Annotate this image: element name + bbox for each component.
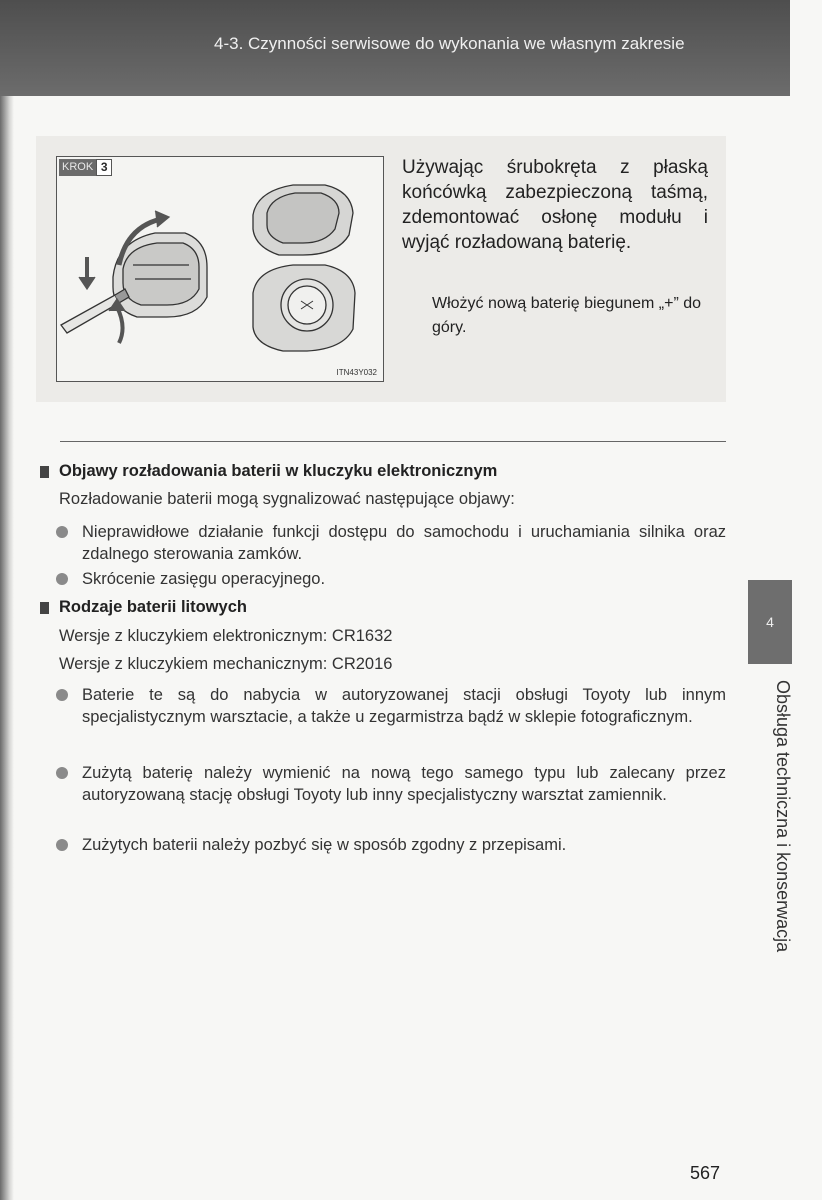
step-note: Włożyć nową baterię biegunem „+” do góry. — [432, 295, 702, 336]
chapter-tab — [748, 580, 792, 664]
list-item — [56, 521, 726, 565]
bullet-dot-icon — [56, 573, 68, 585]
list-item — [56, 568, 726, 590]
chapter-title: Obsługa techniczna i konserwacja — [773, 680, 793, 953]
square-bullet-icon — [40, 602, 49, 614]
section-title: Rodzaje baterii litowych — [59, 598, 247, 616]
list-item-text: Zużytą baterię należy wymienić na nową tego samego typu lub zalecany przez autoryzowaną stację obsługi Toyoty lub inny specjalistyczny warsztat zamiennik. — [82, 764, 726, 804]
list-item-text: Skrócenie zasięgu operacyjnego. — [82, 570, 326, 588]
bullet-dot-icon — [56, 689, 68, 701]
figure-code: ITN43Y032 — [336, 368, 377, 377]
section-title: Objawy rozładowania baterii w kluczyku elektronicznym — [59, 462, 498, 480]
step-badge — [59, 159, 112, 176]
bullet-dot-icon — [56, 839, 68, 851]
list-item-text: Zużytych baterii należy pozbyć się w sposób zgodny z przepisami. — [82, 836, 567, 854]
step-figure — [56, 156, 384, 382]
chapter-number: 4 — [766, 614, 774, 630]
section-heading — [40, 598, 247, 617]
list-item — [56, 684, 726, 728]
bullet-dot-icon — [56, 526, 68, 538]
battery-type-line: Wersje z kluczykiem mechanicznym: CR2016 — [59, 655, 393, 673]
step-number: 3 — [96, 159, 112, 176]
step-instruction: Używając śrubokręta z płaską końcówką zabezpieczoną taśmą, zdemontować osłonę modułu i wyjąć rozładowaną baterię. — [402, 157, 708, 253]
list-item-text: Nieprawidłowe działanie funkcji dostępu do samochodu i uruchamiania silnika oraz zdalnego sterowania zamków. — [82, 523, 726, 563]
step-label: KROK — [59, 159, 96, 176]
key-module-illustration — [57, 157, 383, 381]
page-number: 567 — [690, 1163, 721, 1183]
section-intro: Rozładowanie baterii mogą sygnalizować następujące objawy: — [59, 490, 515, 508]
bullet-dot-icon — [56, 767, 68, 779]
square-bullet-icon — [40, 466, 49, 478]
page-binding-shadow — [0, 0, 14, 1200]
battery-type-line: Wersje z kluczykiem elektronicznym: CR1632 — [59, 627, 393, 645]
list-item — [56, 834, 726, 856]
section-divider — [60, 441, 726, 442]
header-title: 4-3. Czynności serwisowe do wykonania we własnym zakresie — [214, 34, 685, 53]
section-heading — [40, 462, 497, 481]
list-item-text: Baterie te są do nabycia w autoryzowanej stacji obsługi Toyoty lub innym specjalistycznym warsztacie, a także u zegarmistrza bądź w sklepie fotograficznym. — [82, 686, 726, 726]
list-item — [56, 762, 726, 806]
header-bar — [0, 0, 790, 96]
